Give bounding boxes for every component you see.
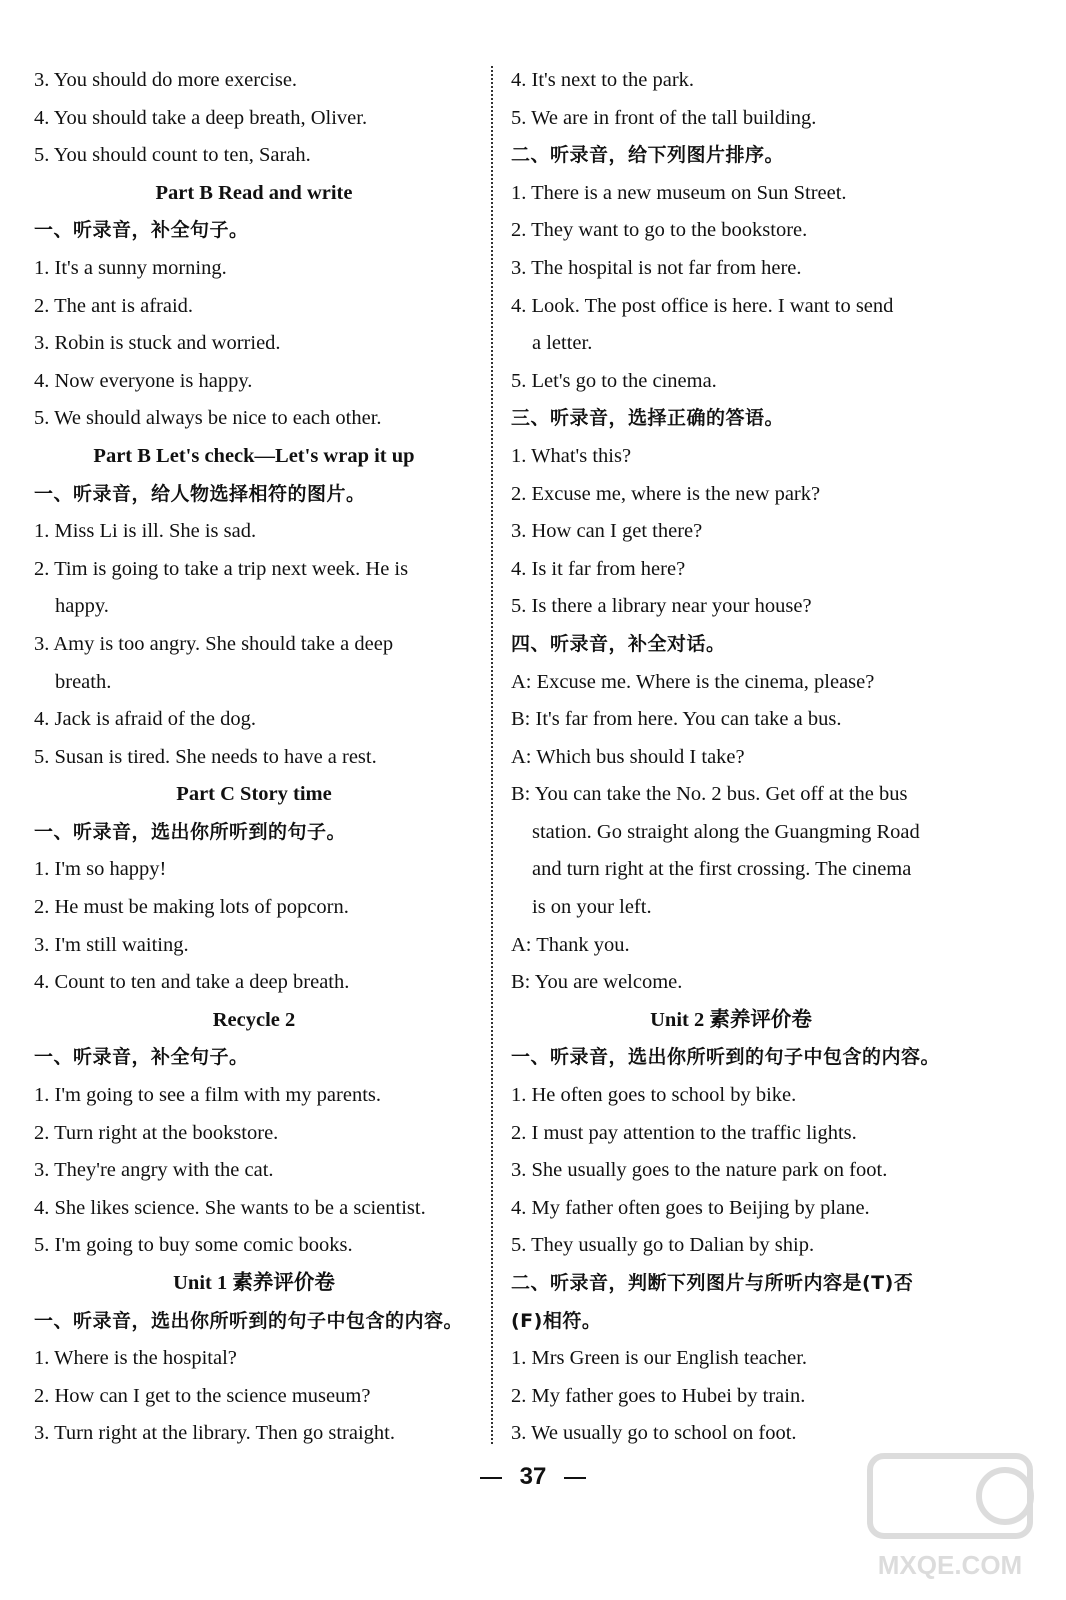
left-text-line: 2. The ant is afraid. — [34, 294, 194, 317]
left-column — [34, 62, 474, 1453]
left-section-heading: Recycle 2 — [212, 1008, 296, 1031]
left-section-heading: Part C Story time — [176, 783, 332, 806]
right-text-line: A: Which bus should I take? — [511, 745, 745, 768]
left-text-line: 3. Amy is too angry. She should take a deep — [34, 632, 394, 655]
left-text-line: 1. It's a sunny morning. — [34, 256, 227, 279]
right-text-line: 2. They want to go to the bookstore. — [511, 219, 808, 242]
column-divider — [491, 66, 493, 1444]
watermark-logo — [860, 1446, 1040, 1586]
right-text-line: 5. They usually go to Dalian by ship. — [511, 1234, 815, 1257]
right-text-line: 3. How can I get there? — [511, 520, 703, 543]
right-text-line: 1. What's this? — [511, 444, 632, 467]
right-text-line: 1. Mrs Green is our English teacher. — [511, 1347, 808, 1370]
right-text-line: 2. Excuse me, where is the new park? — [511, 482, 821, 505]
right-text-line: A: Excuse me. Where is the cinema, please? — [511, 670, 875, 693]
left-text-line: 4. Count to ten and take a deep breath. — [34, 971, 350, 994]
right-continuation-line: station. Go straight along the Guangming Road — [532, 820, 920, 843]
left-text-line: 3. Robin is stuck and worried. — [34, 332, 281, 355]
left-instruction-line: 一、听录音，补全句子。 — [34, 219, 249, 242]
left-text-line: 4. She likes science. She wants to be a scientist. — [34, 1196, 426, 1219]
right-instruction-line: 二、听录音，判断下列图片与所听内容是(T)否 — [511, 1272, 914, 1294]
left-text-line: 5. Susan is tired. She needs to have a rest. — [34, 745, 377, 768]
right-text-line: 5. Is there a library near your house? — [511, 595, 812, 618]
left-section-heading: Part B Let's check—Let's wrap it up — [93, 444, 415, 467]
left-text-line: 1. Miss Li is ill. She is sad. — [34, 520, 257, 543]
right-text-line: B: It's far from here. You can take a bus. — [511, 708, 842, 731]
right-text-line: 2. My father goes to Hubei by train. — [511, 1384, 806, 1407]
left-text-line: 1. Where is the hospital? — [34, 1347, 237, 1370]
left-text-line: 4. Now everyone is happy. — [34, 369, 253, 392]
right-continuation-line: is on your left. — [532, 896, 652, 919]
left-text-line: 2. Tim is going to take a trip next week. He is — [34, 557, 409, 580]
right-text-line: 3. The hospital is not far from here. — [511, 256, 802, 279]
right-instruction-line: 三、听录音，选择正确的答语。 — [511, 407, 785, 430]
left-instruction-line: 一、听录音，选出你所听到的句子。 — [34, 820, 347, 843]
right-text-line: B: You can take the No. 2 bus. Get off at the bus — [511, 783, 908, 806]
left-continuation-line: happy. — [55, 595, 109, 618]
watermark-text: MXQE.COM — [877, 1550, 1023, 1580]
right-column — [511, 62, 951, 1453]
left-instruction-line: 一、听录音，给人物选择相符的图片。 — [34, 482, 366, 505]
left-text-line: 5. I'm going to buy some comic books. — [34, 1234, 353, 1257]
right-text-line: 3. She usually goes to the nature park on foot. — [511, 1159, 888, 1182]
right-text-line: 5. We are in front of the tall building. — [511, 106, 817, 129]
right-text-line: 4. Is it far from here? — [511, 557, 686, 580]
left-text-line: 3. Turn right at the library. Then go straight. — [34, 1422, 395, 1445]
watermark-graphic — [860, 1446, 1040, 1586]
right-instruction-line: 四、听录音，补全对话。 — [511, 632, 726, 655]
right-text-line: 1. There is a new museum on Sun Street. — [511, 181, 847, 204]
right-text-line: A: Thank you. — [511, 933, 630, 956]
left-text-line: 3. I'm still waiting. — [34, 933, 189, 956]
right-text-line: B: You are welcome. — [511, 971, 683, 994]
right-text-line: 4. Look. The post office is here. I want to send — [511, 294, 894, 317]
left-section-heading: Unit 1 素养评价卷 — [173, 1272, 335, 1294]
left-text-line: 3. You should do more exercise. — [34, 69, 298, 91]
left-text-line: 1. I'm so happy! — [34, 858, 167, 881]
left-text-line: 1. I'm going to see a film with my parents. — [34, 1084, 382, 1107]
left-text-line: 4. Jack is afraid of the dog. — [34, 708, 257, 731]
left-text-line: 4. You should take a deep breath, Oliver. — [34, 106, 368, 129]
right-text-line: 3. We usually go to school on foot. — [511, 1422, 797, 1445]
right-continuation-line: a letter. — [532, 332, 593, 355]
right-text-line: 5. Let's go to the cinema. — [511, 369, 717, 392]
page-number-dash-left — [480, 1477, 502, 1479]
left-text-line: 2. Turn right at the bookstore. — [34, 1121, 279, 1144]
right-continuation-line: and turn right at the first crossing. The cinema — [532, 858, 912, 881]
right-text-line: 2. I must pay attention to the traffic lights. — [511, 1121, 857, 1144]
page-number-dash-right — [564, 1477, 586, 1479]
right-text-line: 4. My father often goes to Beijing by plane. — [511, 1196, 870, 1219]
page-number-text: 37 — [519, 1463, 547, 1490]
left-section-heading: Part B Read and write — [155, 181, 353, 204]
right-instruction-line: 一、听录音，选出你所听到的句子中包含的内容。 — [511, 1046, 941, 1069]
left-text-line: 5. We should always be nice to each other. — [34, 407, 382, 430]
left-instruction-line: 一、听录音，选出你所听到的句子中包含的内容。 — [34, 1309, 464, 1332]
right-text-line: 4. It's next to the park. — [511, 69, 695, 91]
left-instruction-line: 一、听录音，补全句子。 — [34, 1046, 249, 1069]
right-instruction-line: (F)相符。 — [511, 1309, 602, 1332]
left-text-line: 2. How can I get to the science museum? — [34, 1384, 371, 1407]
left-text-line: 3. They're angry with the cat. — [34, 1159, 274, 1182]
right-instruction-line: 二、听录音，给下列图片排序。 — [511, 144, 785, 167]
left-text-line: 5. You should count to ten, Sarah. — [34, 144, 311, 167]
left-text-line: 2. He must be making lots of popcorn. — [34, 896, 349, 919]
right-text-line: 1. He often goes to school by bike. — [511, 1084, 797, 1107]
right-section-heading: Unit 2 素养评价卷 — [650, 1008, 812, 1031]
left-continuation-line: breath. — [55, 670, 112, 693]
